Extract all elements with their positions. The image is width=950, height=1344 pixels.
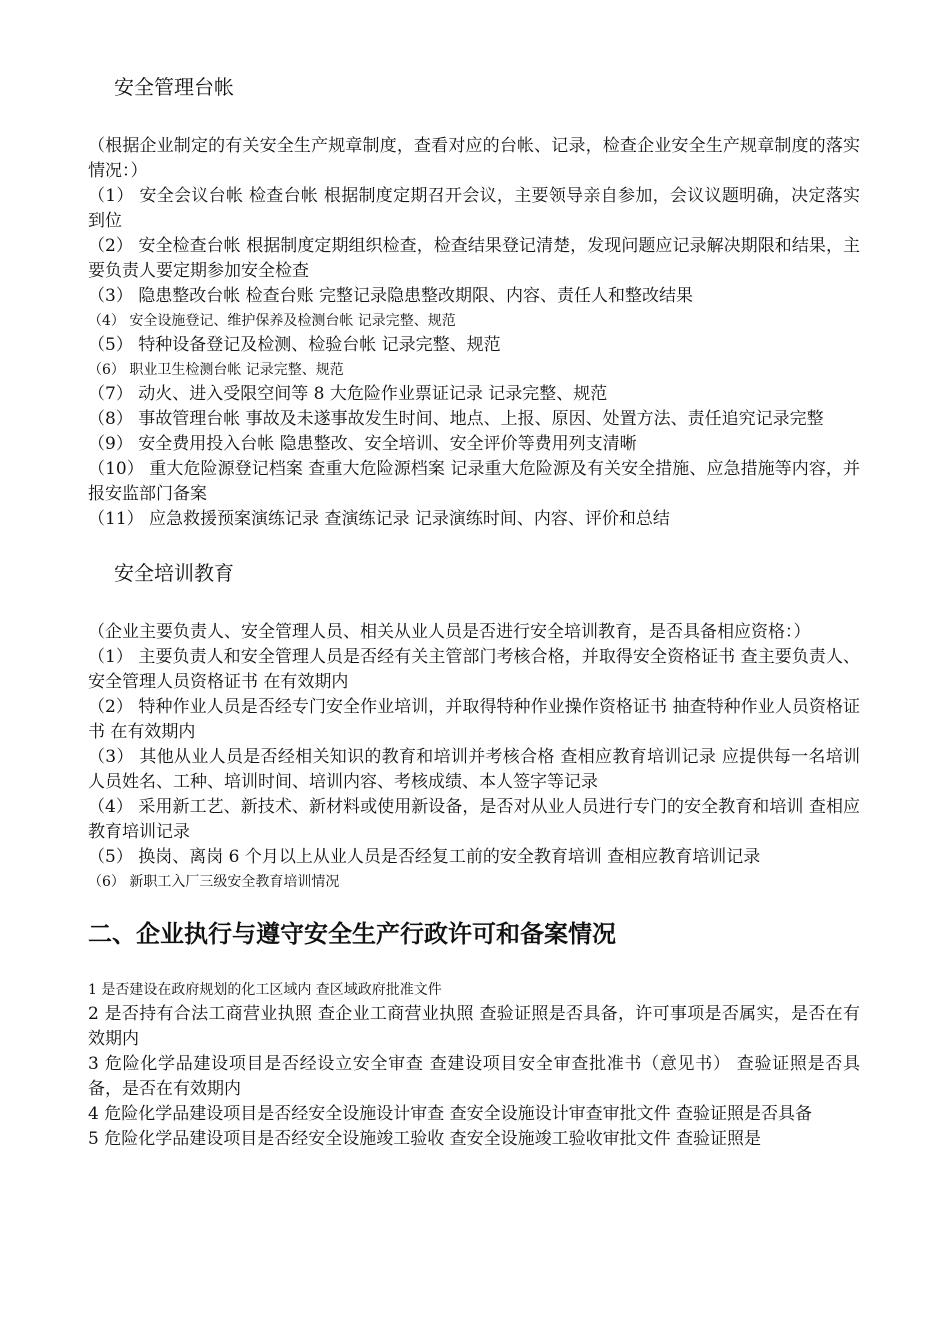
list-item: （5） 特种设备登记及检测、检验台帐 记录完整、规范 [88,335,501,355]
list-item: 2 是否持有合法工商营业执照 查企业工商营业执照 查验证照是否具备，许可事项是否属实，是否在有效期内 [88,1004,860,1049]
list-item: （3） 其他从业人员是否经相关知识的教育和培训并考核合格 查相应教育培训记录 应提供每一名培训人员姓名、工种、培训时间、培训内容、考核成绩、本人签字等记录 [88,747,860,792]
list-item: 1 是否建设在政府规划的化工区域内 查区域政府批准文件 [88,982,442,998]
document-page [88,70,860,1152]
spacer [88,532,860,556]
permit-list [88,978,860,1152]
list-item: （7） 动火、进入受限空间等 8 大危险作业票证记录 记录完整、规范 [88,384,608,404]
list-item: （3） 隐患整改台帐 检查台账 完整记录隐患整改期限、内容、责任人和整改结果 [88,286,694,306]
list-item: （6） 新职工入厂三级安全教育培训情况 [88,874,340,890]
list-item: （5） 换岗、离岗 6 个月以上从业人员是否经复工前的安全教育培训 查相应教育培训记录 [88,847,761,867]
list-item: （4） 安全设施登记、维护保养及检测台帐 记录完整、规范 [88,313,456,329]
list-item: （2） 安全检查台帐 根据制度定期组织检查，检查结果登记清楚，发现问题应记录解决期限和结果，主要负责人要定期参加安全检查 [88,236,860,281]
section-heading-training: 安全培训教育 [114,561,234,585]
list-item: （11） 应急救援预案演练记录 查演练记录 记录演练时间、内容、评价和总结 [88,509,670,529]
list-item: 5 危险化学品建设项目是否经安全设施竣工验收 查安全设施竣工验收审批文件 查验证照是 [88,1129,762,1149]
list-item: （8） 事故管理台帐 事故及未遂事故发生时间、地点、上报、原因、处置方法、责任追究记录完整 [88,409,824,429]
section-heading-permits: 二、企业执行与遵守安全生产行政许可和备案情况 [88,920,616,948]
section-heading-ledger: 安全管理台帐 [114,75,234,99]
list-item: （1） 安全会议台帐 检查台帐 根据制度定期召开会议，主要领导亲自参加，会议议题明确，决定落实到位 [88,186,860,231]
list-item: 3 危险化学品建设项目是否经设立安全审查 查建设项目安全审查批准书（意见书） 查验证照是否具备，是否在有效期内 [88,1054,860,1099]
list-item: （9） 安全费用投入台帐 隐患整改、安全培训、安全评价等费用列支清晰 [88,434,637,454]
section-intro-training: （企业主要负责人、安全管理人员、相关从业人员是否进行安全培训教育，是否具备相应资格：） [88,622,811,642]
list-item: （10） 重大危险源登记档案 查重大危险源档案 记录重大危险源及有关安全措施、应急措施等内容，并报安监部门备案 [88,459,860,504]
list-item: （1） 主要负责人和安全管理人员是否经有关主管部门考核合格，并取得安全资格证书 查主要负责人、安全管理人员资格证书 在有效期内 [88,647,860,692]
section-intro-ledger: （根据企业制定的有关安全生产规章制度，查看对应的台帐、记录，检查企业安全生产规章制度的落实情况：） [88,136,860,181]
list-item: （2） 特种作业人员是否经专门安全作业培训，并取得特种作业操作资格证书 抽查特种作业人员资格证书 在有效期内 [88,697,860,742]
list-item: 4 危险化学品建设项目是否经安全设施设计审查 查安全设施设计审查审批文件 查验证照是否具备 [88,1104,813,1124]
list-item: （6） 职业卫生检测台帐 记录完整、规范 [88,362,344,378]
list-item: （4） 采用新工艺、新技术、新材料或使用新设备，是否对从业人员进行专门的安全教育和培训 查相应教育培训记录 [88,797,860,842]
